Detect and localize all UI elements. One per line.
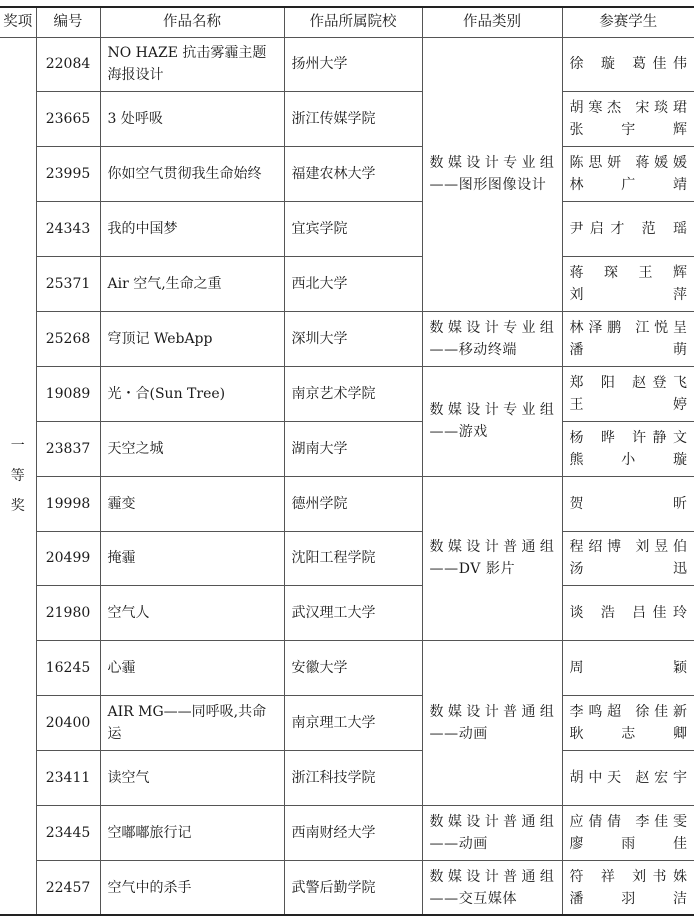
school-cell: 南京艺术学院	[284, 366, 422, 421]
student-line: 程绍博 刘昱伯	[569, 539, 687, 556]
category-cell: 数媒设计普通组——交互媒体	[422, 860, 562, 915]
school-cell: 浙江科技学院	[284, 751, 422, 806]
school-cell: 扬州大学	[284, 37, 422, 92]
table-row	[0, 641, 694, 696]
header-work-name: 作品名称	[100, 7, 284, 37]
work-name-cell: Air 空气,生命之重	[100, 257, 284, 312]
student-line: 尹启才 范 瑶	[569, 221, 687, 238]
student-line: 刘 萍	[569, 287, 687, 303]
id-cell: 23411	[36, 751, 100, 806]
table-row	[0, 751, 694, 806]
school-cell: 西北大学	[284, 257, 422, 312]
student-line: 郑 阳 赵登飞	[569, 374, 687, 391]
students-cell	[562, 421, 694, 476]
students-cell	[562, 202, 694, 257]
id-cell: 23837	[36, 421, 100, 476]
table-row	[0, 257, 694, 312]
student-line: 徐 璇 葛佳伟	[569, 56, 687, 73]
id-cell: 23665	[36, 92, 100, 147]
header-id: 编号	[36, 7, 100, 37]
students-cell	[562, 476, 694, 531]
student-line: 应倩倩 李佳雯	[569, 813, 687, 830]
work-name-cell: 心霾	[100, 641, 284, 696]
header-students: 参赛学生	[562, 7, 694, 37]
table-row	[0, 696, 694, 751]
table-row	[0, 311, 694, 366]
work-name-cell: 空气人	[100, 586, 284, 641]
student-line: 符 祥 刘书姝	[569, 868, 687, 885]
students-cell	[562, 531, 694, 586]
id-cell: 16245	[36, 641, 100, 696]
student-line: 陈思妍 蒋媛媛	[569, 155, 687, 172]
category-cell: 数媒设计专业组——图形图像设计	[422, 37, 562, 311]
school-cell: 福建农林大学	[284, 147, 422, 202]
work-name-cell: NO HAZE 抗击雾霾主题海报设计	[100, 37, 284, 92]
students-cell	[562, 37, 694, 92]
student-line: 潘 萌	[569, 341, 687, 358]
school-cell: 南京理工大学	[284, 696, 422, 751]
student-line: 周 颖	[569, 660, 687, 677]
school-cell: 武汉理工大学	[284, 586, 422, 641]
student-line: 谈 浩 吕佳玲	[569, 605, 687, 622]
table-row	[0, 805, 694, 860]
students-cell	[562, 92, 694, 147]
school-cell: 安徽大学	[284, 641, 422, 696]
work-name-cell: 光・合(Sun Tree)	[100, 366, 284, 421]
header-row	[0, 7, 694, 37]
school-cell: 武警后勤学院	[284, 860, 422, 915]
school-cell: 西南财经大学	[284, 805, 422, 860]
student-line: 王 婷	[569, 396, 687, 413]
work-name-cell: 读空气	[100, 751, 284, 806]
work-name-cell: 穹顶记 WebApp	[100, 311, 284, 366]
student-line: 林广靖	[569, 177, 687, 194]
students-cell	[562, 751, 694, 806]
school-cell: 沈阳工程学院	[284, 531, 422, 586]
header-award: 奖项	[0, 7, 36, 37]
work-name-cell: 空气中的杀手	[100, 860, 284, 915]
table-row	[0, 147, 694, 202]
category-cell: 数媒设计普通组——动画	[422, 805, 562, 860]
id-cell: 19998	[36, 476, 100, 531]
work-name-cell: 3 处呼吸	[100, 92, 284, 147]
table-row	[0, 476, 694, 531]
table-row	[0, 37, 694, 92]
table-row	[0, 92, 694, 147]
student-line: 李鸣超 徐佳新	[569, 704, 687, 721]
id-cell: 22457	[36, 860, 100, 915]
id-cell: 25268	[36, 311, 100, 366]
id-cell: 24343	[36, 202, 100, 257]
category-cell: 数媒设计专业组——移动终端	[422, 311, 562, 366]
id-cell: 23445	[36, 805, 100, 860]
students-cell	[562, 696, 694, 751]
id-cell: 20499	[36, 531, 100, 586]
student-line: 汤 迅	[569, 561, 687, 578]
student-line: 贺 昕	[569, 495, 687, 512]
id-cell: 20400	[36, 696, 100, 751]
id-cell: 21980	[36, 586, 100, 641]
students-cell	[562, 805, 694, 860]
table-row	[0, 586, 694, 641]
table-row	[0, 421, 694, 476]
work-name-cell: 霾变	[100, 476, 284, 531]
students-cell	[562, 586, 694, 641]
school-cell: 浙江传媒学院	[284, 92, 422, 147]
student-line: 张宇辉	[569, 122, 687, 139]
work-name-cell: 你如空气贯彻我生命始终	[100, 147, 284, 202]
student-line: 林泽鹏 江悦呈	[569, 319, 687, 336]
work-name-cell: 空嘟嘟旅行记	[100, 805, 284, 860]
table-row	[0, 366, 694, 421]
id-cell: 22084	[36, 37, 100, 92]
student-line: 胡寒杰 宋琰珺	[569, 100, 687, 117]
id-cell: 25371	[36, 257, 100, 312]
school-cell: 深圳大学	[284, 311, 422, 366]
work-name-cell: 掩霾	[100, 531, 284, 586]
students-cell	[562, 257, 694, 312]
student-line: 蒋 琛 王 辉	[569, 265, 687, 281]
work-name-cell: AIR MG——同呼吸,共命运	[100, 696, 284, 751]
award-label: 一 等 奖	[10, 437, 25, 514]
student-line: 杨 晔 许静文	[569, 429, 687, 446]
students-cell	[562, 366, 694, 421]
students-cell	[562, 641, 694, 696]
id-cell: 19089	[36, 366, 100, 421]
awards-table	[0, 6, 694, 916]
students-cell	[562, 311, 694, 366]
student-line: 廖雨佳	[569, 835, 687, 852]
category-cell: 数媒设计普通组——DV 影片	[422, 476, 562, 641]
header-school: 作品所属院校	[284, 7, 422, 37]
id-cell: 23995	[36, 147, 100, 202]
students-cell	[562, 860, 694, 915]
school-cell: 宜宾学院	[284, 202, 422, 257]
work-name-cell: 我的中国梦	[100, 202, 284, 257]
category-cell: 数媒设计普通组——动画	[422, 641, 562, 806]
students-cell	[562, 147, 694, 202]
table-row	[0, 202, 694, 257]
table-row	[0, 860, 694, 915]
table-row	[0, 531, 694, 586]
student-line: 熊小璇	[569, 451, 687, 468]
category-cell: 数媒设计专业组——游戏	[422, 366, 562, 476]
work-name-cell: 天空之城	[100, 421, 284, 476]
header-category: 作品类别	[422, 7, 562, 37]
student-line: 胡中天 赵宏宇	[569, 770, 687, 787]
award-cell	[0, 37, 36, 915]
school-cell: 湖南大学	[284, 421, 422, 476]
student-line: 潘羽洁	[569, 890, 687, 907]
student-line: 耿志卿	[569, 726, 687, 743]
school-cell: 德州学院	[284, 476, 422, 531]
